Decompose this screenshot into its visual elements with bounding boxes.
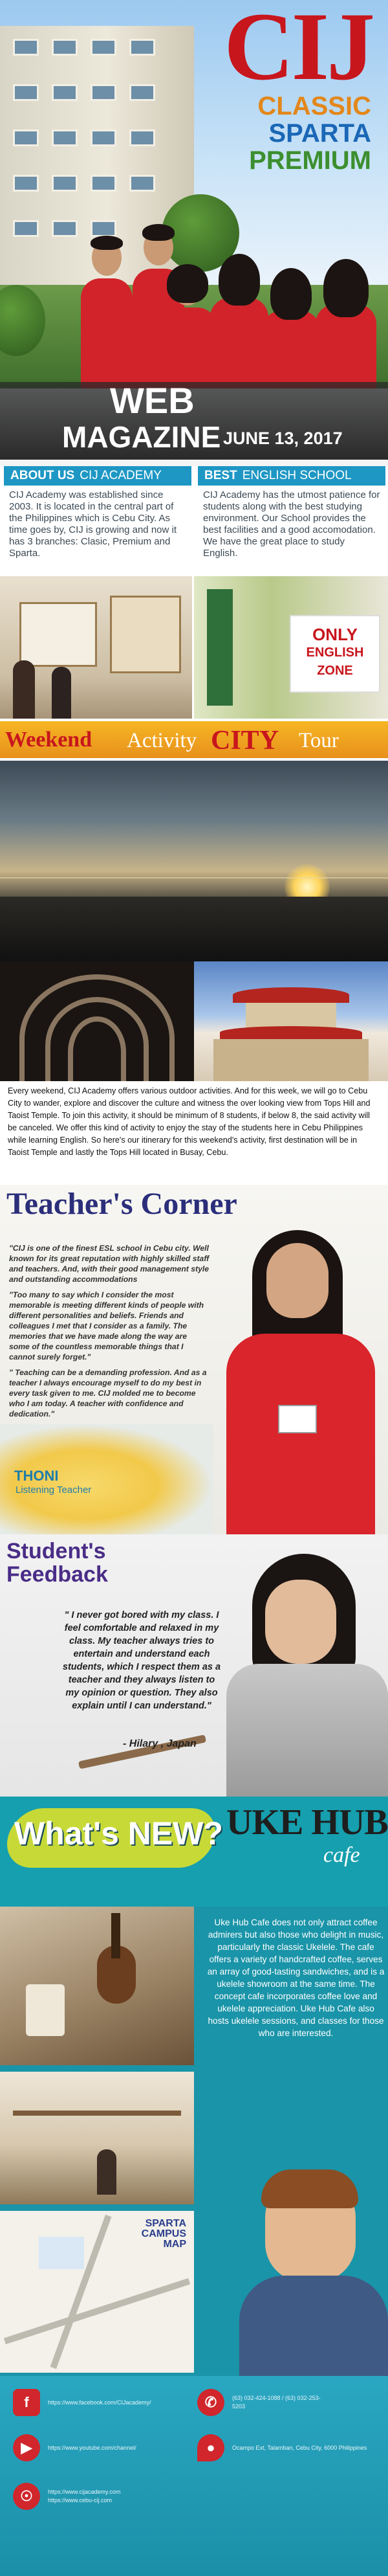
website-links[interactable] xyxy=(13,2483,120,2510)
facebook-icon: f xyxy=(13,2389,40,2416)
phone-icon: ✆ xyxy=(197,2389,224,2416)
teachers-corner-title: Teacher's Corner xyxy=(6,1187,237,1221)
about-section xyxy=(0,466,388,576)
map-title-line: MAP xyxy=(163,2239,186,2250)
branch-premium: PREMIUM xyxy=(249,146,371,175)
sign-line: ZONE xyxy=(317,664,353,678)
web-title: WEB xyxy=(110,380,195,421)
cafe-ukulele-photo xyxy=(0,1907,194,2065)
contact-footer xyxy=(0,2376,388,2576)
website-url[interactable]: https://www.cebu-cij.com xyxy=(48,2497,113,2503)
website-url[interactable]: https://www.cijacademy.com xyxy=(48,2489,121,2495)
student-quote: " I never got bored with my class. I feel comfortable and relaxed in my class. My teacher always tries to entertain and understand each students, which I respect them as a teacher and they always listen to my opinion or question. They also explain until I can understand." xyxy=(62,1610,221,1711)
city-word: CITY xyxy=(211,726,279,756)
phone-info[interactable] xyxy=(197,2389,329,2416)
best-school-text: CIJ Academy has the utmost patience for students along with the best studying environment. Our School provides the best facilities and a good accomodation. We have the great place to study English. xyxy=(203,489,380,559)
quote-paragraph: "CIJ is one of the finest ESL school in Cebu city. Well known for its great reputation with highly skilled staff and teachers. And, with their good management style and outstanding accommodations xyxy=(9,1244,210,1284)
english-zone-photo xyxy=(194,576,388,719)
weekend-activity-text: Every weekend, CIJ Academy offers various outdoor activities. And for this week, we will go to Cebu City to wander, explore and discover the culture and witness the over looking view from Tops Hill and Taoist Temple. To join this activity, it should be minimum of 8 students, if below 8, the said activity will be canceled. We offer this kind of activity to enjoy the stay of the students here in Cebu Philippines while learning English. So here's our itinerary for this weekend's activity, first destination will be in Taoist Temple and lastly the Tops Hill located in Busay, Cebu. xyxy=(8,1086,371,1157)
heading-light: ENGLISH SCHOOL xyxy=(242,469,352,482)
about-us-heading xyxy=(4,466,191,486)
sparta-campus-map xyxy=(0,2211,194,2373)
heading-bold: ABOUT US xyxy=(10,469,75,482)
thinking-man-photo xyxy=(239,2166,388,2376)
about-us-text: CIJ Academy was established since 2003. It is located in the central part of the Philippines which is Cebu City. As time goes by, CIJ is growing and now it has 3 branches: Clasic, Premium and Sparta. xyxy=(9,489,177,559)
best-school-heading xyxy=(198,466,385,486)
branch-classic: CLASSIC xyxy=(257,92,371,120)
campus-photo-strip xyxy=(0,576,388,719)
tour-word: Tour xyxy=(299,729,339,752)
title-line: Student's xyxy=(6,1539,106,1563)
taoist-temple-photo xyxy=(194,961,388,1081)
youtube-link[interactable] xyxy=(13,2434,136,2461)
whats-new-banner xyxy=(0,1797,388,1907)
facebook-url[interactable]: https://www.facebook.com/CIJacademy/ xyxy=(48,2399,151,2406)
heading-light: CIJ ACADEMY xyxy=(80,469,162,482)
whats-new-section xyxy=(0,1797,388,2376)
phone-numbers[interactable]: (63) 032-424-1088 / (63) 032-253-5203 xyxy=(232,2395,321,2410)
whats-new-title: What's NEW? xyxy=(14,1815,223,1852)
globe-icon: ☉ xyxy=(13,2483,40,2510)
branch-sparta: SPARTA xyxy=(268,119,371,148)
teacher-role: Listening Teacher xyxy=(16,1484,92,1495)
weekend-activity-banner xyxy=(0,719,388,761)
uke-hub-logo: UKE HUB xyxy=(226,1802,388,1842)
map-title-line: SPARTA xyxy=(145,2218,186,2229)
only-english-zone-sign xyxy=(290,615,380,693)
cij-logo: CIJ xyxy=(224,0,372,100)
sign-line: ONLY xyxy=(312,625,358,644)
student-feedback-section xyxy=(0,1534,388,1797)
youtube-icon: ▶ xyxy=(13,2434,40,2461)
youtube-url[interactable]: https://www.youtube.com/channel/ xyxy=(48,2444,136,2451)
title-line: Feedback xyxy=(6,1562,108,1587)
map-title xyxy=(142,2219,186,2250)
teacher-quote xyxy=(9,1243,210,1424)
sign-line: ENGLISH xyxy=(306,645,364,660)
quote-paragraph: "Too many to say which I consider the most memorable is meeting different kinds of people with different personalities and beliefs. Friends and colleagues I met that I consider as a family. The memories that we have made along the way are some of the countless memorable things that I cannot surely forget." xyxy=(9,1290,204,1361)
best-school-column xyxy=(198,466,385,563)
cafe-word: cafe xyxy=(323,1843,360,1867)
activity-word: Activity xyxy=(127,729,197,752)
tops-hill-sunset-photo xyxy=(0,761,388,961)
cafe-interior-photo xyxy=(0,2072,194,2204)
hero-banner xyxy=(0,0,388,466)
address-text: Ocampo Ext, Talamban, Cebu City, 6000 Philippines xyxy=(232,2444,367,2451)
weekend-word: Weekend xyxy=(5,728,92,752)
student-feedback-title xyxy=(6,1540,108,1586)
hallway-photo xyxy=(0,576,194,719)
uke-hub-description: Uke Hub Cafe does not only attract coffee admirers but also those who delight in music, particularly the classic Ukelele. The cafe offers a variety of handcrafted coffee, serves an array of good-tasting sandwiches, and is a ukelele showroom at the same time. The concept cafe incorporates coffee love and ukelele appreciation. Uke Hub Cafe also hosts ukelele sessions, and classes for those who are interested. xyxy=(207,1918,385,2038)
student-name: - Hilary , Japan xyxy=(123,1738,197,1749)
issue-date: JUNE 13, 2017 xyxy=(223,429,343,448)
facebook-link[interactable] xyxy=(13,2389,151,2416)
address-info xyxy=(197,2434,381,2461)
quote-paragraph: " Teaching can be a demanding profession. And as a teacher I always encourage myself to do my best in every task given to me. CIJ molded me to become who I am today. A teacher with confidence and dedication." xyxy=(9,1368,207,1418)
teachers-corner-section xyxy=(0,1185,388,1534)
magazine-title: MAGAZINE xyxy=(62,420,221,454)
website-urls xyxy=(48,2488,120,2505)
heading-bold: BEST xyxy=(204,469,237,482)
about-us-column xyxy=(4,466,191,563)
location-pin-icon: ● xyxy=(197,2434,224,2461)
teacher-photo xyxy=(213,1211,388,1534)
map-title-line: CAMPUS xyxy=(141,2228,186,2239)
teacher-name: THONI xyxy=(14,1468,59,1484)
arch-tunnel-photo xyxy=(0,961,194,1081)
